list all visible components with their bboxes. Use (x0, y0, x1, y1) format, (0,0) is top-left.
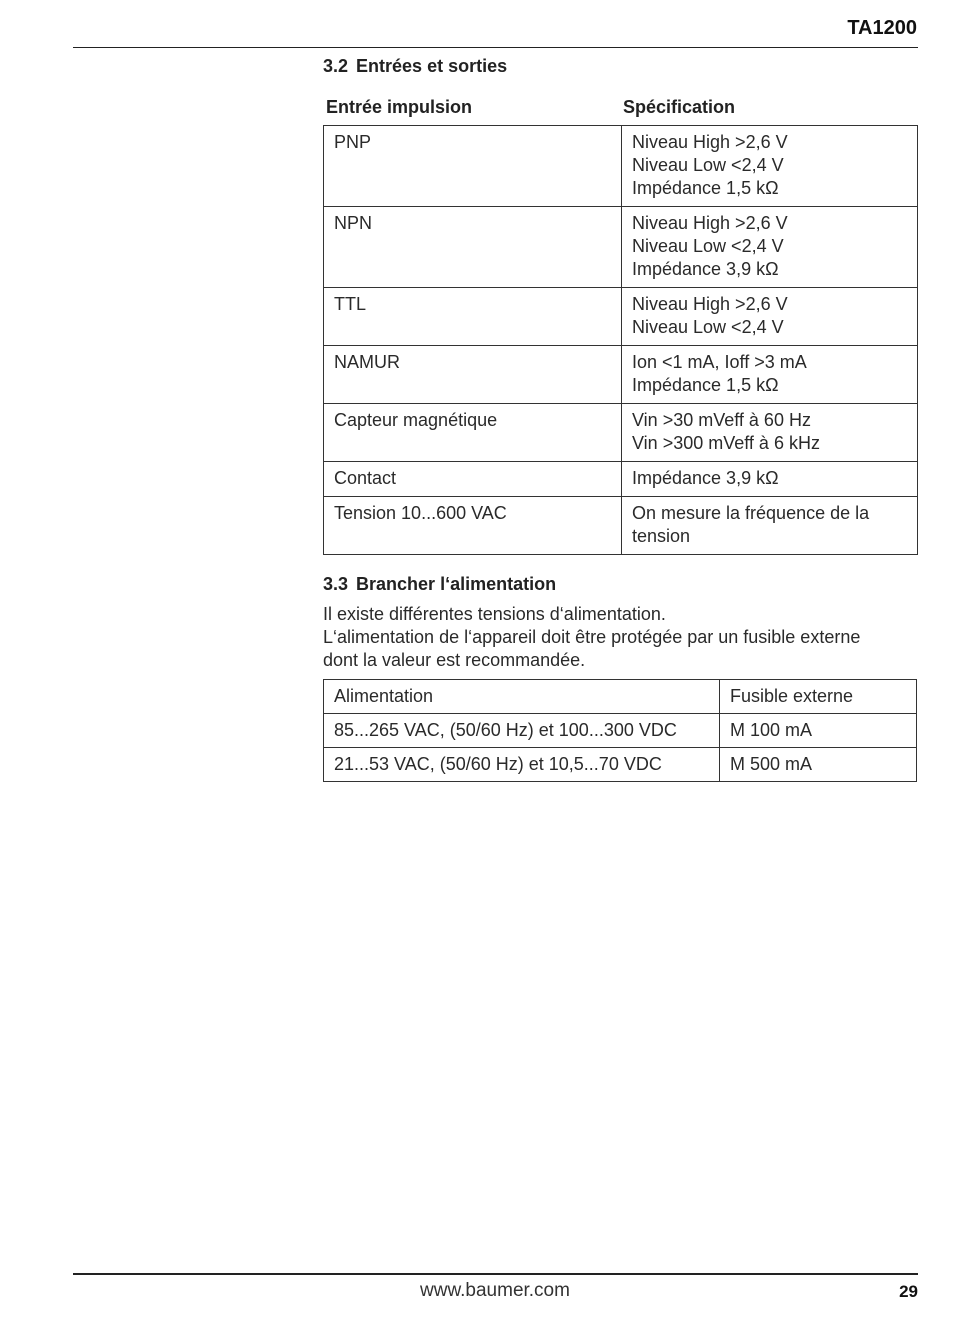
fuse-table (323, 679, 917, 782)
table-row (324, 346, 918, 404)
spec-line: Niveau High >2,6 V (632, 213, 788, 233)
spec-line: Niveau High >2,6 V (632, 294, 788, 314)
spec-line: Vin >300 mVeff à 6 kHz (632, 433, 820, 453)
header-cell-fuse: Fusible externe (720, 680, 917, 714)
column-header-input: Entrée impulsion (326, 97, 473, 117)
spec-line: Vin >30 mVeff à 60 Hz (632, 410, 811, 430)
section-number: 3.2 (323, 56, 349, 76)
table-row (324, 462, 918, 497)
section-title: Entrées et sorties (356, 56, 508, 76)
table-row (324, 404, 918, 462)
input-spec-table (323, 125, 918, 555)
column-header-spec: Spécification (623, 97, 736, 117)
input-cell: NAMUR (324, 346, 622, 404)
fuse-cell: M 500 mA (720, 748, 917, 782)
footer-url: www.baumer.com (420, 1280, 570, 1301)
footer-rule (73, 1273, 918, 1275)
input-cell: NPN (324, 207, 622, 288)
table-header-row (324, 680, 917, 714)
page-number: 29 (899, 1282, 918, 1301)
input-cell: Capteur magnétique (324, 404, 622, 462)
spec-line: Niveau High >2,6 V (632, 132, 788, 152)
section-number: 3.3 (323, 574, 349, 594)
supply-cell: 21...53 VAC, (50/60 Hz) et 10,5...70 VDC (324, 748, 720, 782)
page-content (323, 55, 918, 782)
section-3-3-heading (323, 573, 918, 595)
table-row (324, 126, 918, 207)
spec-line: Impédance 1,5 kΩ (632, 375, 779, 395)
spec-cell (622, 462, 918, 497)
fuse-cell: M 100 mA (720, 714, 917, 748)
spec-line: Niveau Low <2,4 V (632, 155, 784, 175)
spec-cell (622, 404, 918, 462)
table-row (324, 497, 918, 555)
section-title: Brancher l‘alimentation (356, 574, 557, 594)
header-cell-supply: Alimentation (324, 680, 720, 714)
spec-cell (622, 346, 918, 404)
section-3-2-heading (323, 55, 918, 77)
spec-line: On mesure la fréquence de la (632, 503, 870, 523)
spec-line: Impédance 3,9 kΩ (632, 468, 779, 488)
spec-cell (622, 207, 918, 288)
document-title: TA1200 (847, 17, 917, 39)
paragraph-line: L‘alimentation de l‘appareil doit être protégée par un fusible externe (323, 627, 861, 647)
spec-line: Impédance 1,5 kΩ (632, 178, 779, 198)
spec-line: Niveau Low <2,4 V (632, 317, 784, 337)
input-cell: TTL (324, 288, 622, 346)
input-cell: Contact (324, 462, 622, 497)
table-row (324, 288, 918, 346)
power-paragraph (323, 603, 918, 672)
table-row (324, 714, 917, 748)
spec-line: Ion <1 mA, Ioff >3 mA (632, 352, 807, 372)
input-cell: PNP (324, 126, 622, 207)
spec-line: Impédance 3,9 kΩ (632, 259, 779, 279)
header-rule (73, 47, 918, 48)
input-cell: Tension 10...600 VAC (324, 497, 622, 555)
spec-cell (622, 126, 918, 207)
table-row (324, 207, 918, 288)
spec-cell (622, 497, 918, 555)
spec-line: Niveau Low <2,4 V (632, 236, 784, 256)
paragraph-line: Il existe différentes tensions d‘alimentation. (323, 604, 666, 624)
spec-column-headers (323, 97, 918, 125)
paragraph-line: dont la valeur est recommandée. (323, 650, 586, 670)
supply-cell: 85...265 VAC, (50/60 Hz) et 100...300 VDC (324, 714, 720, 748)
spec-line: tension (632, 526, 691, 546)
table-row (324, 748, 917, 782)
spec-cell (622, 288, 918, 346)
